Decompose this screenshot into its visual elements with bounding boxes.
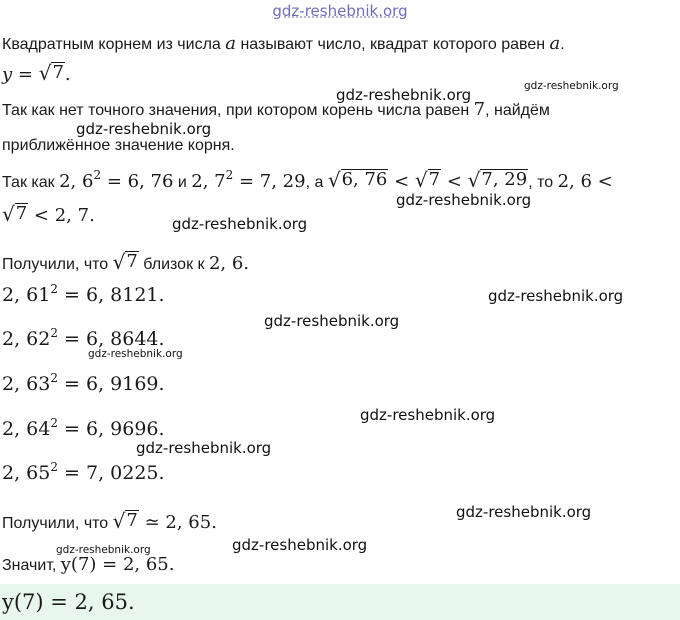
watermark: gdz-reshebnik.org xyxy=(56,544,151,556)
watermark: gdz-reshebnik.org xyxy=(336,86,472,104)
watermark: gdz-reshebnik.org xyxy=(488,287,624,305)
answer-box xyxy=(0,584,680,620)
definition-text: Квадратным корнем из числа a называют число, квадрат которого равен a. xyxy=(2,33,565,54)
no-exact-text: Так как нет точного значения, при котором корень числа равен 7, найдём xyxy=(2,99,550,120)
no-exact-text-line2: приближённое значение корня. xyxy=(2,137,235,154)
watermark: gdz-reshebnik.org xyxy=(136,439,272,457)
watermark: gdz-reshebnik.org xyxy=(524,80,619,92)
watermark: gdz-reshebnik.org xyxy=(232,536,368,554)
square-line: 2, $64^2 = 6$, 9696. xyxy=(2,416,165,440)
watermark: gdz-reshebnik.org xyxy=(264,312,400,330)
close-text: Получили, что √ 7 близок к 2, 6. xyxy=(2,250,250,274)
square-line: 2, $61^2 = 6$, 8121. xyxy=(2,282,165,306)
square-line: 2, $65^2 = 7$, 0225. xyxy=(2,460,165,484)
watermark: gdz-reshebnik.org xyxy=(88,348,183,360)
bounds-text: Так как 2, $6^2 = 6$, 76 и 2, $7^2 = 7$, 29, а √ 6, 76 < √ 7 < √ 7, 29 , то 2, 6 < xyxy=(2,168,613,192)
watermark-top[interactable]: gdz-reshebnik.org xyxy=(272,2,408,20)
watermark: gdz-reshebnik.org xyxy=(396,191,532,209)
watermark: gdz-reshebnik.org xyxy=(172,215,308,233)
watermark: gdz-reshebnik.org xyxy=(76,120,212,138)
approx-text: Получили, что √ 7 ≃ 2, 65. xyxy=(2,509,217,533)
answer-formula: y(7) = 2, 65. xyxy=(2,590,135,614)
function-formula: y = √ 7 . xyxy=(2,61,71,85)
square-line: 2, $63^2 = 6$, 9169. xyxy=(2,371,165,395)
square-line: 2, $62^2 = 6$, 8644. xyxy=(2,326,165,350)
therefore-text: Значит, y(7) = 2, 65. xyxy=(2,554,175,575)
watermark: gdz-reshebnik.org xyxy=(360,406,496,424)
bounds-text-line2: √ 7 < 2, 7. xyxy=(2,202,95,226)
watermark: gdz-reshebnik.org xyxy=(456,503,592,521)
